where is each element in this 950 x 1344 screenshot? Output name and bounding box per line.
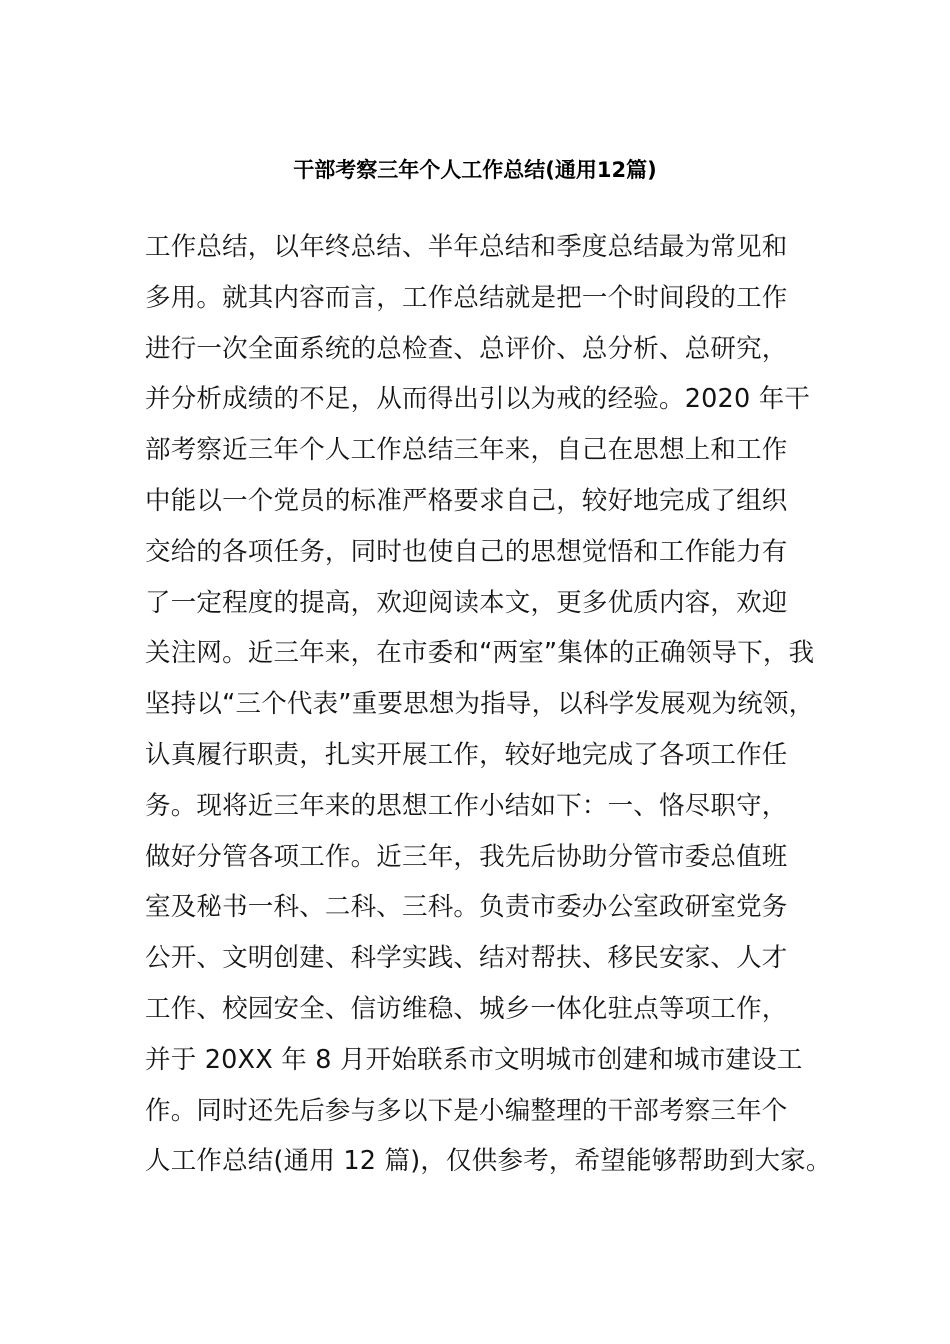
body-line: 室及秘书一科、二科、三科。负责市委办公室政研室党务 [145, 892, 788, 923]
body-line: 进行一次全面系统的总检查、总评价、总分析、总研究， [145, 333, 788, 364]
body-line: 并于 20XX 年 8 月开始联系市文明城市创建和城市建设工 [145, 1044, 803, 1075]
body-line: 公开、文明创建、科学实践、结对帮扶、移民安家、人才 [145, 943, 788, 974]
body-line: 认真履行职责，扎实开展工作，较好地完成了各项工作任 [145, 739, 788, 770]
document-title: 干部考察三年个人工作总结(通用12篇) [293, 158, 657, 182]
body-line: 并分析成绩的不足，从而得出引以为戒的经验。2020 年干 [145, 384, 811, 415]
body-line: 交给的各项任务，同时也使自己的思想觉悟和工作能力有 [145, 536, 788, 567]
body-line: 务。现将近三年来的思想工作小结如下：一、恪尽职守， [145, 790, 788, 821]
body-line: 部考察近三年个人工作总结三年来，自己在思想上和工作 [145, 435, 788, 466]
document-body [145, 226, 832, 1191]
body-line: 做好分管各项工作。近三年，我先后协助分管市委总值班 [145, 841, 788, 872]
body-line: 关注网。近三年来，在市委和“两室”集体的正确领导下，我 [145, 638, 815, 669]
body-line: 中能以一个党员的标准严格要求自己，较好地完成了组织 [145, 485, 788, 516]
body-line: 工作总结，以年终总结、半年总结和季度总结最为常见和 [145, 232, 788, 262]
body-line: 工作、校园安全、信访维稳、城乡一体化驻点等项工作， [145, 993, 788, 1024]
body-line: 坚持以“三个代表”重要思想为指导，以科学发展观为统领， [145, 689, 815, 720]
body-line: 多用。就其内容而言，工作总结就是把一个时间段的工作 [145, 282, 788, 313]
body-line: 了一定程度的提高，欢迎阅读本文，更多优质内容，欢迎 [145, 587, 788, 618]
body-line: 人工作总结(通用 12 篇)，仅供参考，希望能够帮助到大家。 [145, 1146, 832, 1177]
body-line: 作。同时还先后参与多以下是小编整理的干部考察三年个 [145, 1095, 788, 1126]
